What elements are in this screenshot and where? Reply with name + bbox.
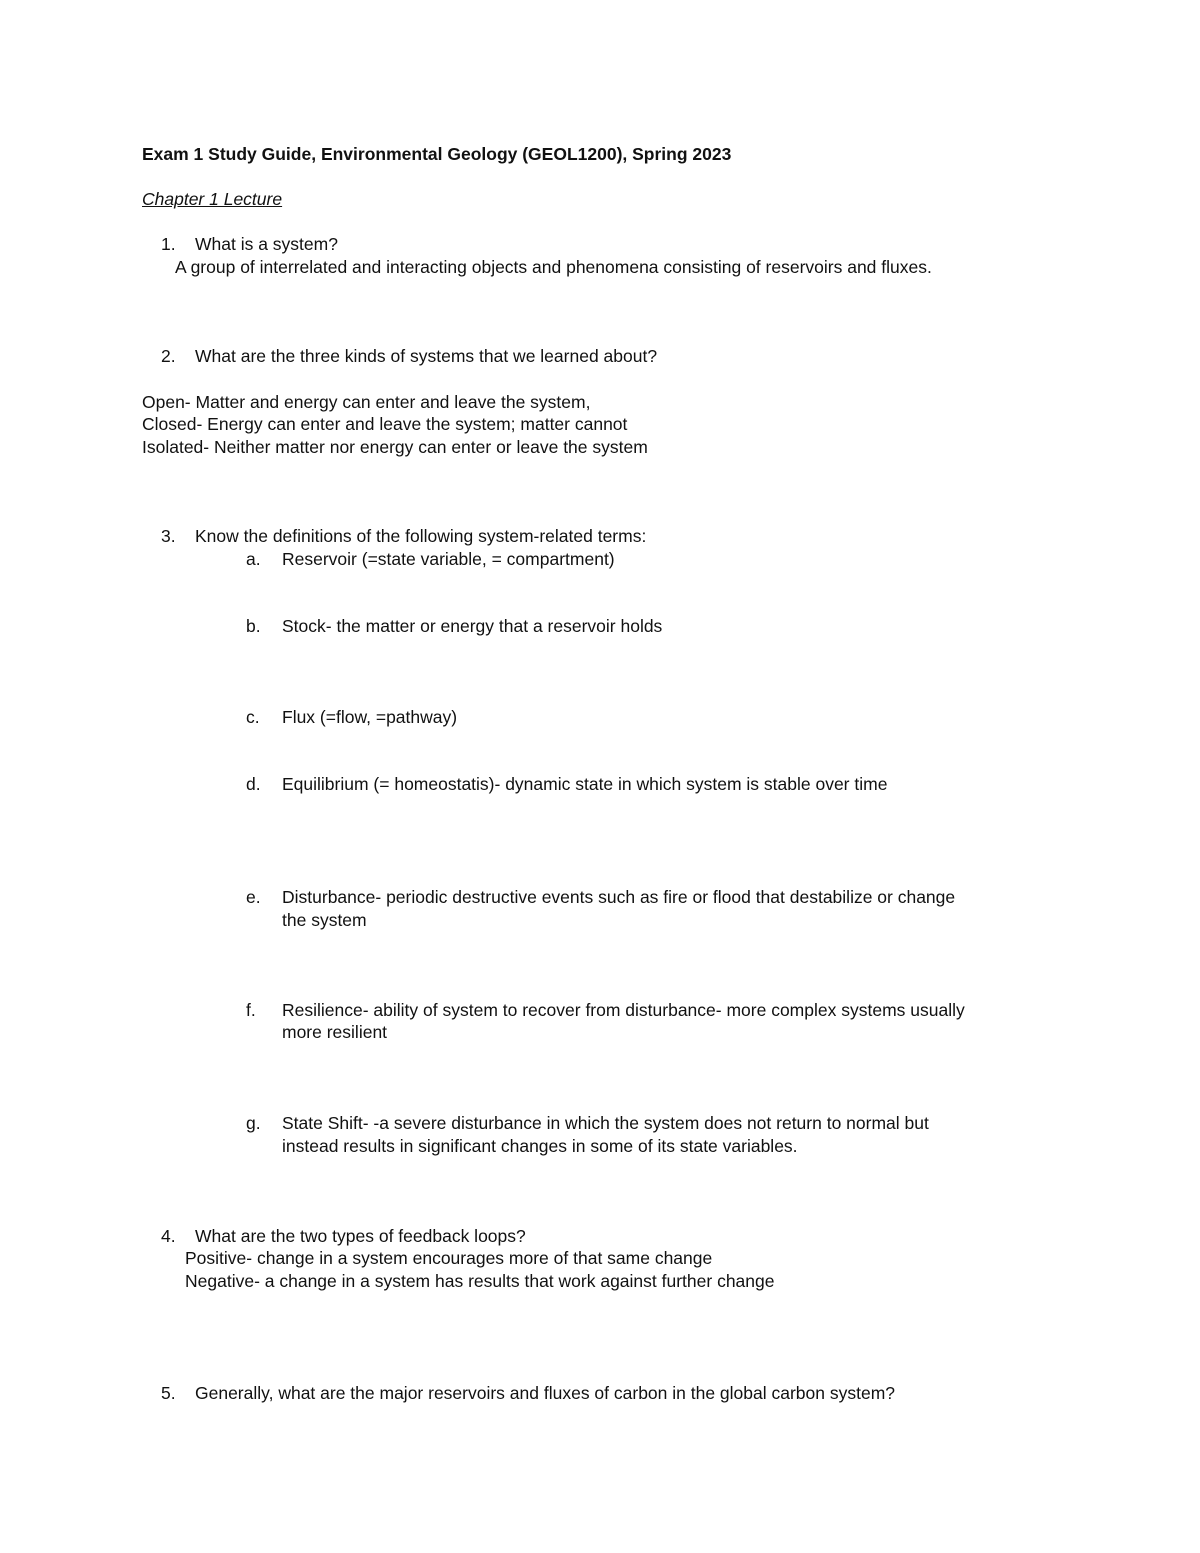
section-heading: Chapter 1 Lecture bbox=[142, 189, 283, 209]
term-e-letter: e. bbox=[246, 887, 261, 907]
term-d-letter: d. bbox=[246, 774, 261, 794]
term-c-text: Flux (=flow, =pathway) bbox=[282, 707, 458, 727]
question-2-text: What are the three kinds of systems that we learned about? bbox=[195, 346, 658, 366]
term-a-letter: a. bbox=[246, 549, 261, 569]
question-1-text: What is a system? bbox=[195, 234, 338, 254]
page-title: Exam 1 Study Guide, Environmental Geology (GEOL1200), Spring 2023 bbox=[142, 144, 732, 164]
question-4-number: 4. bbox=[161, 1226, 176, 1246]
term-e-text-line-1: Disturbance- periodic destructive events such as fire or flood that destabilize or change bbox=[282, 887, 956, 907]
question-1-number: 1. bbox=[161, 234, 176, 254]
term-a-text: Reservoir (=state variable, = compartment) bbox=[282, 549, 615, 569]
question-3-number: 3. bbox=[161, 526, 176, 546]
term-d-text: Equilibrium (= homeostatis)- dynamic state in which system is stable over time bbox=[282, 774, 888, 794]
question-5-text: Generally, what are the major reservoirs and fluxes of carbon in the global carbon system? bbox=[195, 1383, 896, 1403]
question-4-answer-negative: Negative- a change in a system has results that work against further change bbox=[185, 1271, 775, 1291]
question-3-text: Know the definitions of the following system-related terms: bbox=[195, 526, 647, 546]
term-b-letter: b. bbox=[246, 616, 261, 636]
term-g-text-line-1: State Shift- -a severe disturbance in which the system does not return to normal but bbox=[282, 1113, 929, 1133]
term-e-text-line-2: the system bbox=[282, 910, 367, 930]
term-f-text-line-2: more resilient bbox=[282, 1022, 388, 1042]
question-5-number: 5. bbox=[161, 1383, 176, 1403]
term-f-text-line-1: Resilience- ability of system to recover from disturbance- more complex systems usually bbox=[282, 1000, 965, 1020]
term-f-letter: f. bbox=[246, 1000, 256, 1020]
term-g-text-line-2: instead results in significant changes in some of its state variables. bbox=[282, 1136, 798, 1156]
question-2-answer-open: Open- Matter and energy can enter and leave the system, bbox=[142, 392, 591, 412]
question-2-answer-isolated: Isolated- Neither matter nor energy can enter or leave the system bbox=[142, 437, 648, 457]
term-c-letter: c. bbox=[246, 707, 260, 727]
question-1-answer: A group of interrelated and interacting objects and phenomena consisting of reservoirs and fluxes. bbox=[175, 257, 932, 277]
question-2-answer-closed: Closed- Energy can enter and leave the system; matter cannot bbox=[142, 414, 628, 434]
question-2-number: 2. bbox=[161, 346, 176, 366]
question-4-answer-positive: Positive- change in a system encourages more of that same change bbox=[185, 1248, 713, 1268]
term-g-letter: g. bbox=[246, 1113, 261, 1133]
term-b-text: Stock- the matter or energy that a reservoir holds bbox=[282, 616, 663, 636]
question-4-text: What are the two types of feedback loops? bbox=[195, 1226, 526, 1246]
